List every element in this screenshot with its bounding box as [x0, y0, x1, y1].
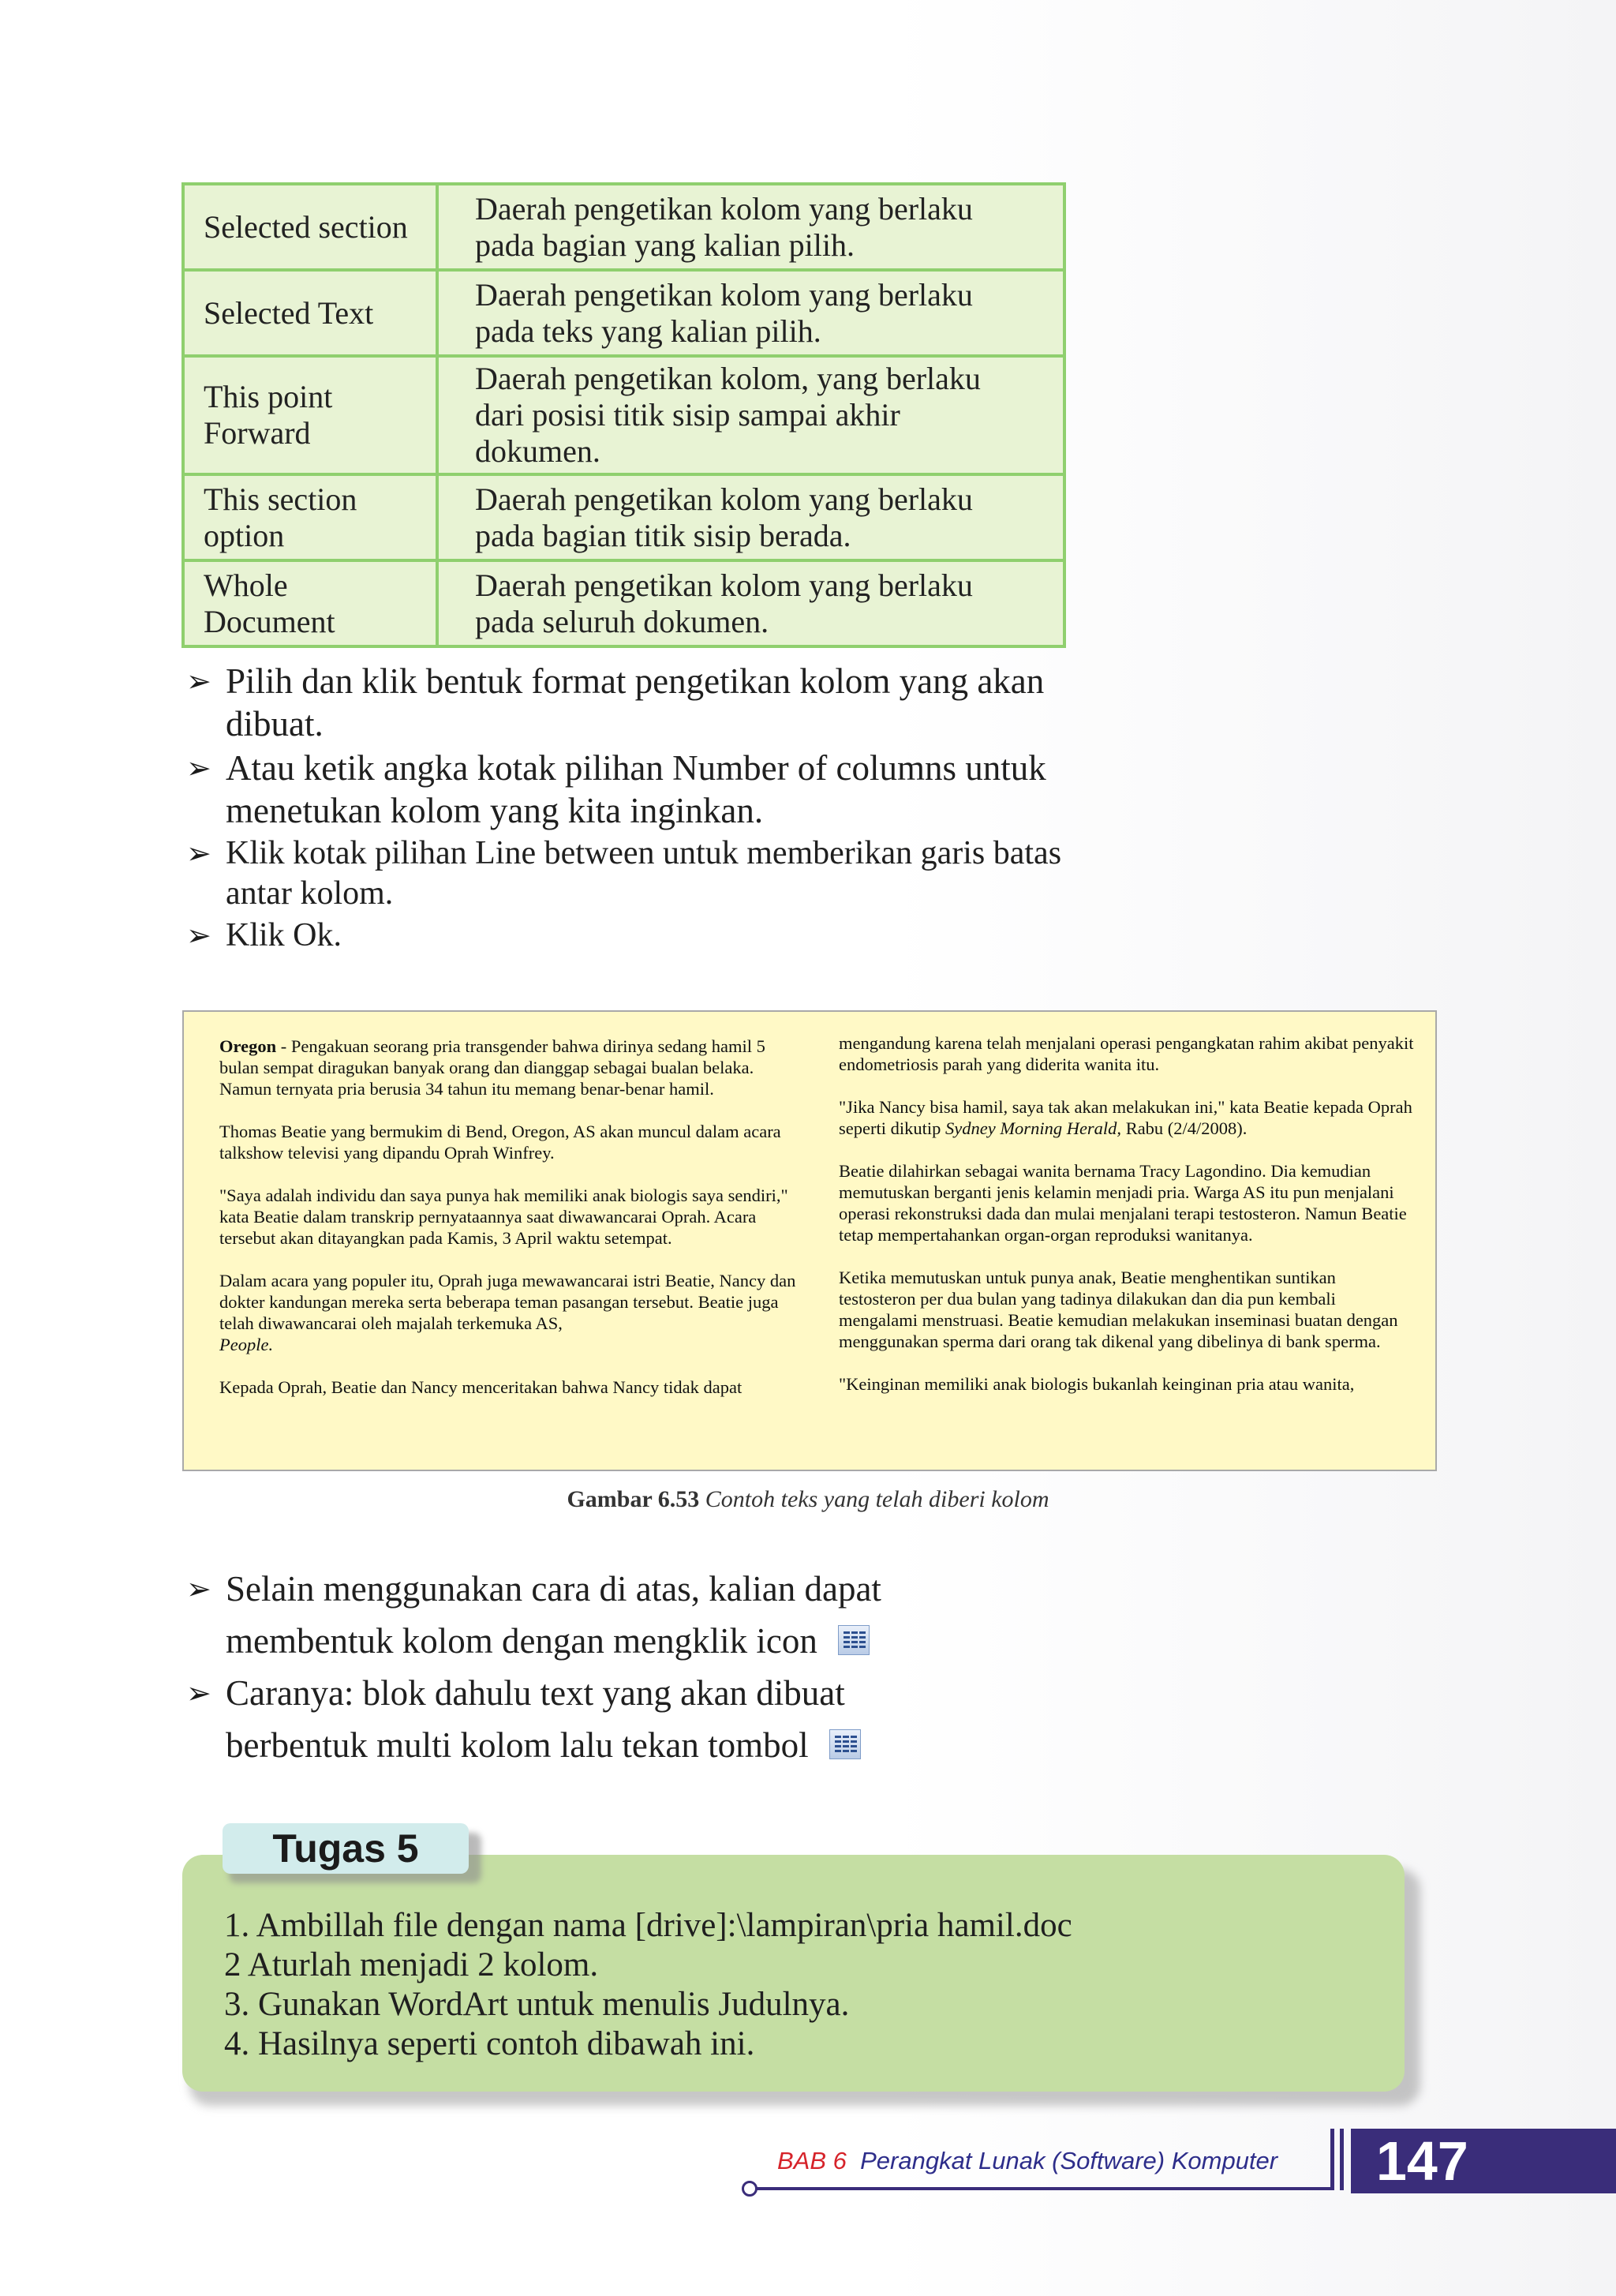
option-name: This section option [183, 474, 437, 560]
steps-list [186, 660, 1102, 957]
list-item [186, 1563, 1133, 1667]
arrow-bullet-icon: ➢ [186, 1676, 211, 1710]
chapter-title: Perangkat Lunak (Software) Komputer [860, 2147, 1278, 2174]
list-item [186, 1667, 1133, 1771]
option-description: Daerah pengetikan kolom, yang berlaku dari posisi titik sisip sampai akhir dokumen. [437, 356, 1064, 474]
article-text: Dalam acara yang populer itu, Oprah juga mewawancarai istri Beatie, Nancy dan dokter kandungan mereka serta beberapa teman pasangan tersebut. Beatie juga telah diwawancarai oleh majalah terkemuka AS, [219, 1271, 796, 1333]
option-name: Selected Text [183, 270, 437, 356]
option-name: Selected section [183, 184, 437, 270]
caption-number: Gambar 6.53 [567, 1486, 700, 1512]
option-name: Whole Document [183, 560, 437, 646]
table-row [183, 474, 1064, 560]
article-paragraph: Ketika memutuskan untuk punya anak, Beatie menghentikan suntikan testosteron per dua bulan yang tadinya dilakukan dan dia pun kembali mengalami menstruasi. Beatie kemudian melakukan inseminasi buatan dengan menggunakan sperma dari orang tak dikenal yang dibelinya di bank sperma. [839, 1268, 1398, 1351]
list-item: 3. Gunakan WordArt untuk menulis Judulnya. [224, 1986, 850, 2023]
option-description: Daerah pengetikan kolom yang berlaku pada teks yang kalian pilih. [437, 270, 1064, 356]
article-paragraph: mengandung karena telah menjalani operasi pengangkatan rahim akibat penyakit endometriosis parah yang diderita wanita itu. [839, 1033, 1414, 1074]
arrow-bullet-icon: ➢ [186, 1571, 211, 1606]
list-item [186, 660, 1102, 745]
step-text: Atau ketik angka kotak pilihan Number of columns untuk menetukan kolom yang kita inginkan. [226, 748, 1046, 830]
step-text: Pilih dan klik bentuk format pengetikan kolom yang akan dibuat. [226, 661, 1045, 743]
article-paragraph: "Keinginan memiliki anak biologis bukanlah keinginan pria atau wanita, [839, 1374, 1355, 1394]
step-text: membentuk kolom dengan mengklik icon [226, 1621, 817, 1661]
step-text: berbentuk multi kolom lalu tekan tombol [226, 1725, 809, 1765]
columns-icon [829, 1729, 861, 1759]
caption-text: Contoh teks yang telah diberi kolom [705, 1486, 1049, 1512]
arrow-bullet-icon: ➢ [186, 918, 211, 953]
footer-chapter [777, 2147, 1277, 2175]
article-paragraph: Beatie dilahirkan sebagai wanita bernama Tracy Lagondino. Dia kemudian memutuskan berganti jenis kelamin menjadi pria. Warga AS itu pun menjalani operasi rekonstruksi dada dan mulai menjalani terapi testosteron. Namun Beatie tetap mempertahankan organ-organ reproduksi wanitanya. [839, 1161, 1407, 1245]
article-paragraph: "Saya adalah individu dan saya punya hak memiliki anak biologis saya sendiri," kata Beatie dalam transkrip pernyataannya saat diwawancarai Oprah. Acara tersebut akan ditayangkan pada Kamis, 3 April waktu setempat. [219, 1185, 788, 1248]
article-paragraph [839, 1096, 1415, 1139]
article-dateline: Oregon [219, 1036, 277, 1056]
list-item: 1. Ambillah file dengan nama [drive]:\lampiran\pria hamil.doc [224, 1907, 1072, 1944]
list-item [186, 916, 1102, 956]
step-text: Klik kotak pilihan Line between untuk memberikan garis batas antar kolom. [226, 835, 1062, 912]
footer-divider [1340, 2129, 1344, 2190]
article-paragraph [219, 1036, 803, 1099]
list-item: 2 Aturlah menjadi 2 kolom. [224, 1946, 599, 1983]
table-row [183, 270, 1064, 356]
article-column-right [839, 1032, 1415, 1416]
list-item: 4. Hasilnya seperti contoh dibawah ini. [224, 2025, 755, 2062]
tugas-list [224, 1906, 1072, 2064]
footer-dot [742, 2181, 758, 2197]
table-row [183, 356, 1064, 474]
column-options-table [181, 182, 1066, 648]
arrow-bullet-icon: ➢ [186, 751, 211, 785]
step-text: Klik Ok. [226, 917, 342, 953]
step-text: Selain menggunakan cara di atas, kalian dapat [226, 1569, 881, 1609]
sample-column-article [182, 1010, 1437, 1471]
option-description: Daerah pengetikan kolom yang berlaku pada bagian yang kalian pilih. [437, 184, 1064, 270]
article-paragraph [219, 1270, 803, 1355]
arrow-bullet-icon: ➢ [186, 836, 211, 871]
article-text: - Pengakuan seorang pria transgender bahwa dirinya sedang hamil 5 bulan sempat diragukan banyak orang dan dianggap sebagai bualan belaka. Namun ternyata pria berusia 34 tahun itu memang benar-benar hamil. [219, 1036, 765, 1099]
table-row [183, 560, 1064, 646]
article-column-left [219, 1036, 803, 1419]
list-item [186, 833, 1102, 914]
article-paragraph: Thomas Beatie yang bermukim di Bend, Oregon, AS akan muncul dalam acara talkshow televisi yang dipandu Oprah Winfrey. [219, 1122, 781, 1163]
article-text: "Jika Nancy bisa hamil, saya tak akan melakukan ini," kata Beatie kepada Oprah seperti dikutip [839, 1097, 1412, 1138]
option-description: Daerah pengetikan kolom yang berlaku pada bagian titik sisip berada. [437, 474, 1064, 560]
article-text: Rabu (2/4/2008). [1121, 1118, 1248, 1138]
article-paragraph: Kepada Oprah, Beatie dan Nancy menceritakan bahwa Nancy tidak dapat [219, 1377, 743, 1397]
list-item [186, 747, 1102, 832]
steps-list-2 [186, 1563, 1133, 1771]
option-description: Daerah pengetikan kolom yang berlaku pada seluruh dokumen. [437, 560, 1064, 646]
step-text: Caranya: blok dahulu text yang akan dibuat [226, 1673, 845, 1713]
page-number: 147 [1351, 2129, 1616, 2193]
option-name: This point Forward [183, 356, 437, 474]
arrow-bullet-icon: ➢ [186, 664, 211, 699]
table-row [183, 184, 1064, 270]
tugas-title: Tugas 5 [223, 1823, 469, 1874]
figure-caption [0, 1486, 1616, 1513]
footer-divider [1330, 2129, 1334, 2190]
footer-rule [748, 2187, 1332, 2190]
article-italic: Sydney Morning Herald, [945, 1118, 1122, 1138]
chapter-label: BAB 6 [777, 2147, 847, 2174]
article-italic: People. [219, 1335, 274, 1354]
columns-icon [838, 1625, 870, 1655]
